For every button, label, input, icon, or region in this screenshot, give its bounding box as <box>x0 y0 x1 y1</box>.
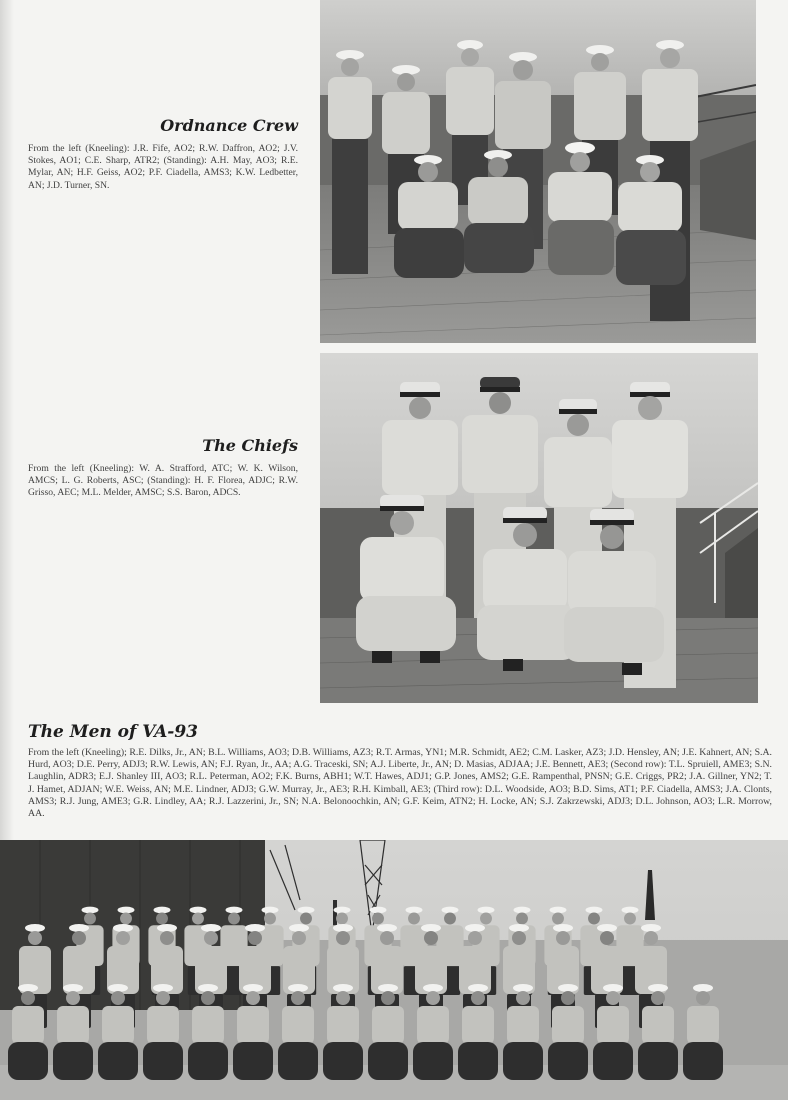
caption-men-of-va-93 <box>28 722 772 820</box>
page-gutter-shadow <box>0 0 14 840</box>
photo-ordnance-crew <box>320 0 756 343</box>
caption-text-the-chiefs: From the left (Kneeling): W. A. Strafford, ATC; W. K. Wilson, AMCS; L. G. Roberts, ASC; (Standing): H. F. Florea, ADJC; R.W. Grisso, AEC; M.L. Melder, AMSC; S.S. Baron, ADCS. <box>28 463 298 499</box>
section-title-men-of-va-93: The Men of VA-93 <box>28 722 198 742</box>
caption-text-men-of-va-93: From the left (Kneeling); R.E. Dilks, Jr., AN; B.L. Williams, AO3; D.B. Williams, AZ3; R.T. Armas, YN1; M.R. Schmidt, AE2; C.M. Lasker, AZ3; J.D. Hensley, AN; J.E. Kahnert, AN; S.A. Hurd, AO3; D.E. Perry, ADJ3; R.W. Lewis, AN; F.J. Ryan, Jr., AA; A.G. Traceski, SN; A.J. Liberte, Jr., AN; D. Masias, ADJAA; J.E. Bennett, AE3; (Second row): T.L. Spruiell, AME3; S.N. Laughlin, ADR3; E.J. Shanley III, AO3; R.L. Peterman, AO2; F.K. Burns, ABH1; W.T. Hawes, ADJ1; G.P. Jones, AMS2; G.E. Rampenthal, PNSN; G.E. Criggs, PR2; J.A. Gillner, YN2; T. J. Hamet, ADJAN; W.E. Weiss, AN; M.E. Lindner, ADJ3; G.W. Murray, Jr., AE3; R.H. Kimball, AE3; (Third row): D.L. Woodside, AO3; B.D. Sims, AT1; P.F. Ciadella, AMS3; J.A. Clonts, AMS3; R.J. Jung, AME3; G.R. Lindley, AA; R.J. Lazzerini, Jr., SN; N.A. Belonoochkin, AN; G.F. Keim, ATN2; H. Locke, AN; S.J. Zakrzewski, ADJ3; D.L. Johnson, AO3; L.R. Morrow, AA. <box>28 747 772 820</box>
caption-ordnance-crew <box>28 116 298 192</box>
caption-the-chiefs <box>28 436 298 500</box>
section-title-ordnance-crew: Ordnance Crew <box>160 116 298 135</box>
caption-text-ordnance-crew: From the left (Kneeling): J.R. Fife, AO2; R.W. Daffron, AO2; J.V. Stokes, AO1; C.E. Sharp, ATR2; (Standing): A.H. May, AO3; R.E. Mylar, AN; H.F. Geiss, AO2; P.F. Ciadella, AMS3; K.W. Ledbetter, AN; J.D. Turner, SN. <box>28 143 298 191</box>
photo-men-of-va-93 <box>0 840 788 1100</box>
section-title-the-chiefs: The Chiefs <box>202 436 298 455</box>
photo-the-chiefs <box>320 353 758 703</box>
